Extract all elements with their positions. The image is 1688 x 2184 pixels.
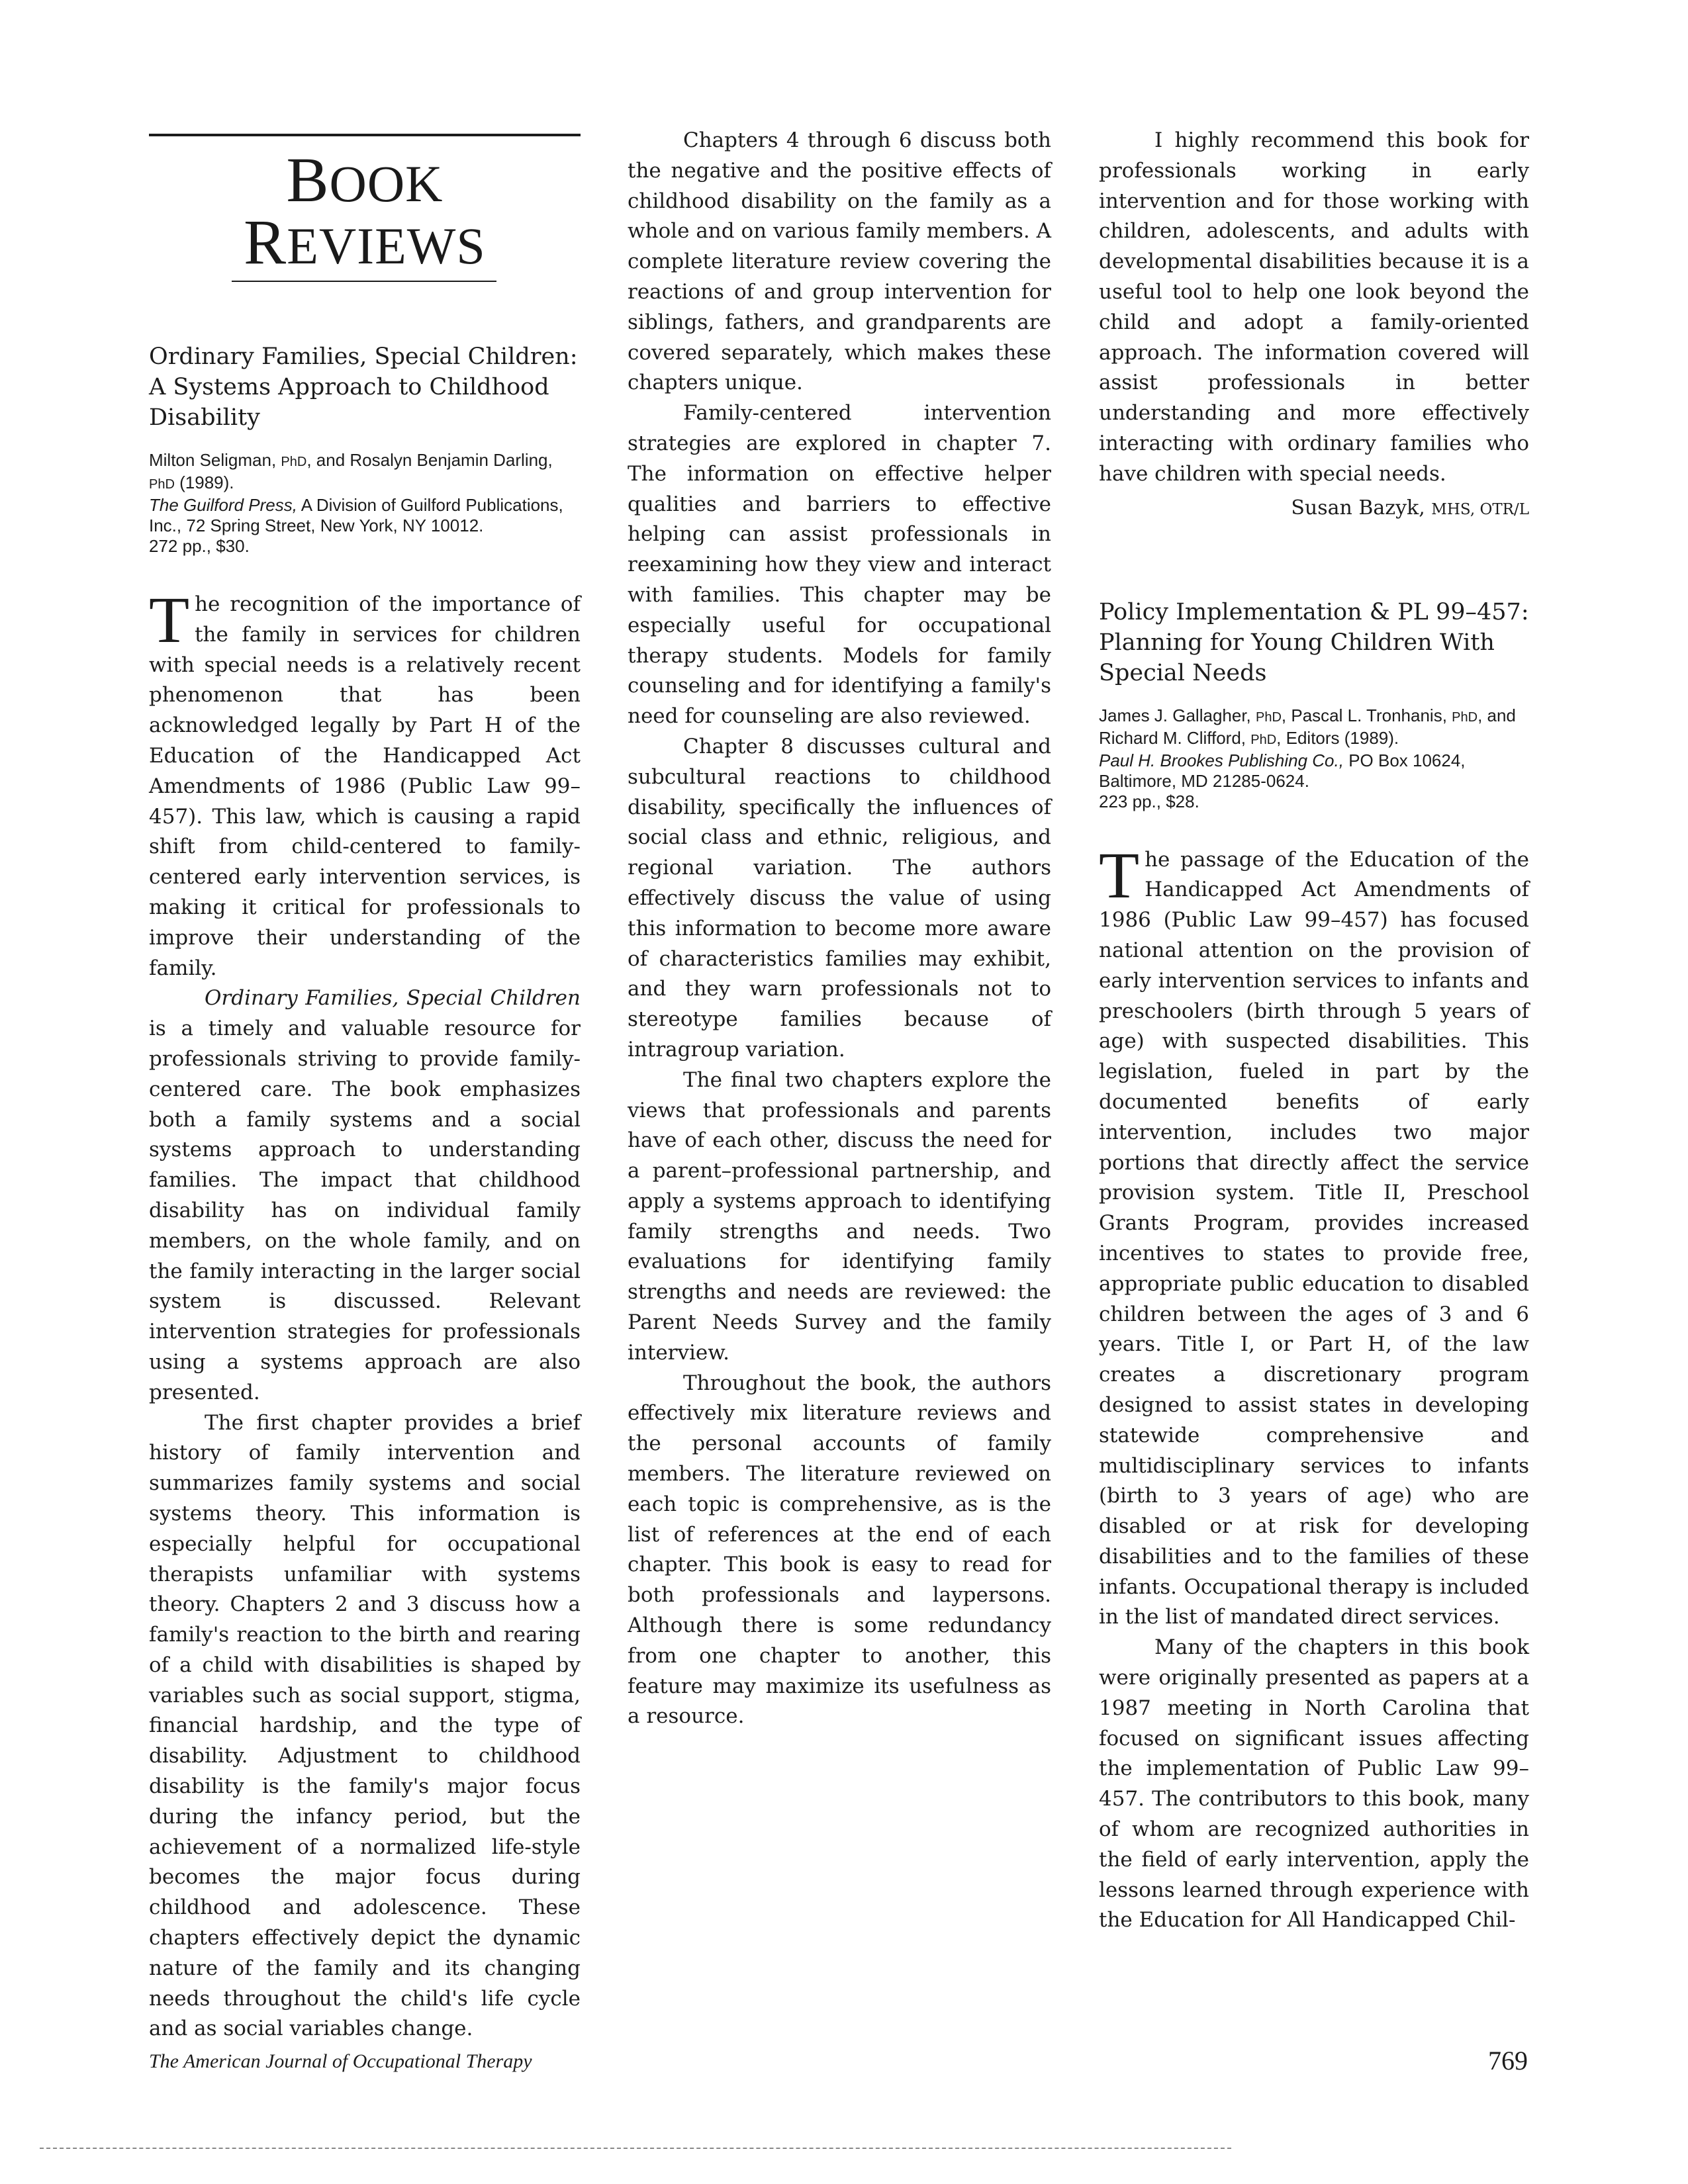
paragraph: The first chapter provides a brief history of family intervention and summarizes family systems and social systems theory. This information is especially helpful for occupational therapists unfamiliar with systems theory. Chapters 2 and 3 discuss how a family's reaction to the birth and rearing of a child with disabilities is shaped by variables such as social support, stigma, financial hardship, and the type of disability. Adjustment to childhood disability is the family's major focus during the infancy period, but the achievement of a normalized life-style becomes the major focus during childhood and adolescence. These chapters effectively depict the dynamic nature of the family and its changing needs throughout the child's life cycle and as social variables change. [149, 1410, 581, 2041]
review-2-citation: James J. Gallagher, PhD, Pascal L. Tronhanis, PhD, and Richard M. Clifford, PhD, Editors (1989). Paul H. Brookes Publishing Co., PO Box 10624, Baltimore, MD 21285-0624. 223 pp., $28. [1099, 705, 1516, 811]
scan-artifact-line [40, 2148, 1231, 2149]
column-2 [628, 126, 1051, 1732]
masthead-bottom-rule [232, 281, 496, 282]
paragraph: Chapter 8 discusses cultural and subcultural reactions to childhood disability, specifically the influences of social class and ethnic, religious, and regional variation. The authors effectively discuss the value of using this information to become more aware of characteristics families may exhibit, and they warn professionals not to stereotype families because of intragroup variation. [628, 734, 1051, 1062]
review-2-title: Policy Implementation & PL 99–457: Planning for Young Children With Special Needs [1099, 598, 1529, 686]
review-1-body-a [149, 583, 581, 2044]
column-3 [1099, 126, 1529, 1936]
page-number: 769 [1488, 2046, 1528, 2075]
review-1-signature: Susan Bazyk, MHS, OTR/L [1291, 496, 1529, 520]
paragraph: Many of the chapters in this book were originally presented as papers at a 1987 meeting in North Carolina that focused on significant issues affecting the implementation of Public Law 99–457. The contributors to this book, many of whom are recognized authorities in the field of early intervention, apply the lessons learned through experience with the Education for All Handicapped Chil- [1099, 1635, 1529, 1933]
paragraph: Family-centered intervention strategies are explored in chapter 7. The information on effective helper qualities and barriers to effective helping can assist professionals in reexamining how they view and interact with families. This chapter may be especially useful for occupational therapy students. Models for family counseling and for identifying a family's need for counseling are also reviewed. [628, 401, 1051, 729]
review-1-title: Ordinary Families, Special Children: A Systems Approach to Childhood Disability [149, 343, 578, 431]
masthead-line-2: REVIEWS [244, 206, 486, 277]
review-1-citation: Milton Seligman, PhD, and Rosalyn Benjamin Darling, PhD (1989). The Guilford Press, A Division of Guilford Publications, Inc., 72 Spring Street, New York, NY 10012. 272 pp., $30. [149, 450, 563, 556]
review-1-body-b [628, 126, 1051, 1732]
masthead-top-rule [149, 134, 581, 136]
paragraph: Ordinary Families, Special Children is a timely and valuable resource for professionals striving to provide family-centered care. The book emphasizes both a family systems and a social systems approach to understanding families. The impact that childhood disability has on individual family members, on the whole family, and on the family interacting in the larger social system is discussed. Relevant intervention strategies for professionals using a systems approach are also presented. [149, 986, 581, 1404]
section-masthead [149, 126, 581, 282]
paragraph: Throughout the book, the authors effectively mix literature reviews and the personal accounts of family members. The literature reviewed on each topic is comprehensive, as is the list of references at the end of each chapter. This book is easy to read for both professionals and laypersons. Although there is some redundancy from one chapter to another, this feature may maximize its usefulness as a resource. [628, 1371, 1051, 1729]
review-1-body-c [1099, 126, 1529, 490]
paragraph: The final two chapters explore the views that professionals and parents have of each other, discuss the need for a parent–professional partnership, and apply a systems approach to identifying family strengths and needs. Two evaluations for identifying family strengths and needs are reviewed: the Parent Needs Survey and the family interview. [628, 1068, 1051, 1365]
paragraph: The recognition of the importance of the family in services for children with special needs is a relatively recent phenomenon that has been acknowledged legally by Part H of the Education of the Handicapped Act Amendments of 1986 (Public Law 99–457). This law, which is causing a rapid shift from child-centered to family-centered early intervention services, is making it critical for professionals to improve their understanding of the family. [149, 583, 581, 980]
column-1 [149, 126, 581, 2044]
paragraph: I highly recommend this book for professionals working in early intervention and for those working with children, adolescents, and adults with developmental disabilities because it is a useful tool to help one look beyond the child and adopt a family-oriented approach. The information covered will assist professionals in better understanding and more effectively interacting with ordinary families who have children with special needs. [1099, 128, 1529, 486]
footer-journal-name: The American Journal of Occupational Therapy [149, 2050, 532, 2072]
drop-cap: T [149, 583, 190, 657]
paragraph: The passage of the Education of the Handicapped Act Amendments of 1986 (Public Law 99–457) has focused national attention on the provision of early intervention services to infants and preschoolers (birth through 5 years of age) with suspected disabilities. This legislation, fueled in part by the documented benefits of early intervention, includes two major portions that directly affect the service provision system. Title II, Preschool Grants Program, provides increased incentives to states to provide free, appropriate public education to disabled children between the ages of 3 and 6 years. Title I, or Part H, of the law creates a discretionary program designed to assist states in developing statewide comprehensive and multidisciplinary services to infants (birth to 3 years of age) who are disabled or at risk for developing disabilities and to the families of these infants. Occupational therapy is included in the list of mandated direct services. [1099, 838, 1529, 1629]
paragraph: Chapters 4 through 6 discuss both the negative and the positive effects of childhood disability on the family as a whole and on various family members. A complete literature review covering the reactions of and group intervention for siblings, fathers, and grandparents are covered separately, which makes these chapters unique. [628, 128, 1051, 395]
masthead-line-1: BOOK [286, 144, 444, 215]
drop-cap: T [1099, 838, 1140, 912]
review-2-body [1099, 838, 1529, 1936]
